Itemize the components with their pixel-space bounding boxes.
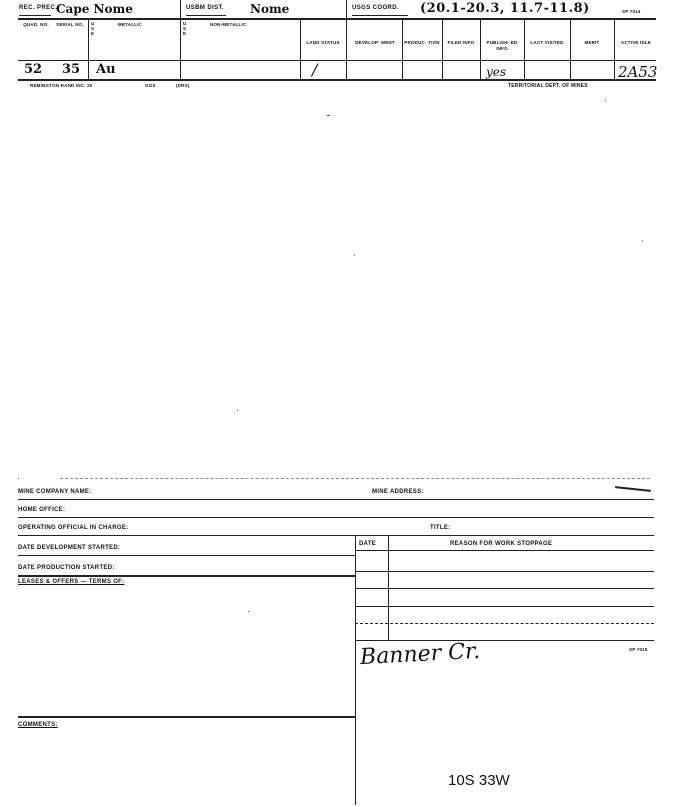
scan-speck bbox=[642, 240, 643, 241]
scan-speck bbox=[18, 478, 19, 479]
table-header-line bbox=[355, 550, 654, 551]
value-land-status: / bbox=[312, 60, 318, 79]
scan-speck bbox=[605, 100, 606, 101]
col-published-info: PUBLISH- ED INFO bbox=[486, 40, 518, 51]
leases-offers-label: LEASES & OFFERS — TERMS OF: bbox=[18, 579, 125, 585]
row-line-4 bbox=[18, 555, 355, 556]
scan-speck bbox=[237, 410, 238, 411]
col-last-visited: LACT VISITED bbox=[530, 40, 564, 45]
department-name: TERRITORIAL DEPT. OF MINES bbox=[508, 83, 588, 89]
row-line-3 bbox=[18, 535, 654, 536]
comments-label: COMMENTS: bbox=[18, 722, 58, 728]
operating-official-label: OPERATING OFFICIAL IN CHARGE: bbox=[18, 525, 129, 531]
top-card-line-2 bbox=[18, 60, 656, 61]
usgs-coord-value: (20.1-20.3, 11.7-11.8) bbox=[420, 1, 590, 16]
edge-stroke bbox=[615, 486, 651, 492]
row-line-5 bbox=[18, 575, 355, 577]
mine-company-name-label: MINE COMPANY NAME: bbox=[18, 489, 92, 495]
value-serial: 35 bbox=[62, 62, 81, 77]
top-card-line-1 bbox=[18, 18, 656, 20]
col-use-1: U S E bbox=[91, 21, 95, 36]
location-note-handwriting: 10S 33W bbox=[448, 772, 510, 789]
usgs-coord-underline bbox=[352, 15, 408, 16]
printer-name: REMINGTON RAND INC. 20 bbox=[30, 83, 93, 88]
table-left-border bbox=[355, 535, 356, 805]
col-divider-land bbox=[300, 18, 301, 79]
col-land-status: LAND STATUS bbox=[306, 40, 340, 45]
value-quad: 52 bbox=[24, 62, 43, 77]
comments-line bbox=[18, 716, 355, 718]
bottom-card-edge bbox=[60, 478, 650, 479]
value-active-idle: 2A53 bbox=[618, 63, 658, 81]
col-quad-no: QUAD. NO. bbox=[23, 22, 49, 27]
home-office-label: HOME OFFICE: bbox=[18, 507, 66, 513]
stoppage-line-5 bbox=[355, 640, 654, 641]
col-serial-no: SERIAL NO. bbox=[56, 22, 84, 27]
printer-code-2: (DRS) bbox=[176, 83, 190, 88]
col-non-metallic: NON-METALLIC bbox=[210, 22, 247, 27]
col-divider-merit bbox=[570, 18, 571, 79]
rec-prec-underline bbox=[19, 15, 51, 16]
scan-speck bbox=[354, 255, 355, 256]
reason-column-header: REASON FOR WORK STOPPAGE bbox=[450, 541, 553, 547]
col-active-idle: ACTIVE IDLE bbox=[620, 40, 652, 45]
col-merit: MERIT bbox=[584, 40, 600, 45]
col-divider-prod bbox=[402, 18, 403, 79]
rec-prec-value: Cape Nome bbox=[56, 2, 133, 16]
col-divider-publ bbox=[480, 18, 481, 79]
scan-speck bbox=[248, 611, 249, 612]
form-number-bottom: SP 7015 bbox=[629, 647, 648, 652]
usbm-dist-underline bbox=[186, 15, 226, 16]
col-metallic: METALLIC bbox=[118, 22, 143, 27]
usbm-dist-label: USBM DIST. bbox=[186, 5, 225, 11]
stoppage-line-2 bbox=[355, 588, 654, 589]
row-line-2 bbox=[18, 517, 654, 518]
stoppage-line-1 bbox=[355, 571, 654, 572]
usgs-coord-label: USGS COORD. bbox=[352, 5, 400, 11]
header-divider-2 bbox=[346, 0, 347, 79]
col-divider-filed bbox=[442, 18, 443, 79]
value-published: yes bbox=[486, 65, 507, 79]
col-divider-use1 bbox=[88, 18, 89, 79]
col-production: PRODUC- TION bbox=[404, 40, 440, 45]
stoppage-line-3 bbox=[355, 606, 654, 607]
mine-address-label: MINE ADDRESS: bbox=[372, 489, 424, 495]
scan-speck bbox=[327, 115, 330, 116]
value-metallic: Au bbox=[96, 62, 116, 77]
printer-code: GGS bbox=[145, 83, 156, 88]
title-label: TITLE: bbox=[430, 525, 451, 531]
col-filed-info: FILED INFO bbox=[447, 40, 475, 45]
usbm-dist-value: Nome bbox=[250, 2, 290, 16]
date-development-started-label: DATE DEVELOPMENT STARTED: bbox=[18, 545, 121, 551]
date-production-started-label: DATE PRODUCTION STARTED: bbox=[18, 565, 115, 571]
stoppage-line-4 bbox=[355, 623, 654, 624]
rec-prec-label: REC. PREC. bbox=[19, 5, 58, 11]
top-card-line-3 bbox=[18, 79, 656, 81]
col-divider-last bbox=[524, 18, 525, 79]
col-development: DEVELOP- MENT bbox=[355, 40, 395, 45]
header-divider-1 bbox=[180, 0, 181, 79]
form-number-top: SP 7014 bbox=[622, 9, 641, 14]
signature-handwriting: Banner Cr. bbox=[359, 638, 481, 671]
date-column-header: DATE bbox=[359, 541, 377, 547]
col-use-2: U S E bbox=[183, 21, 187, 36]
row-line-1 bbox=[18, 499, 654, 500]
col-divider-active bbox=[614, 18, 615, 79]
